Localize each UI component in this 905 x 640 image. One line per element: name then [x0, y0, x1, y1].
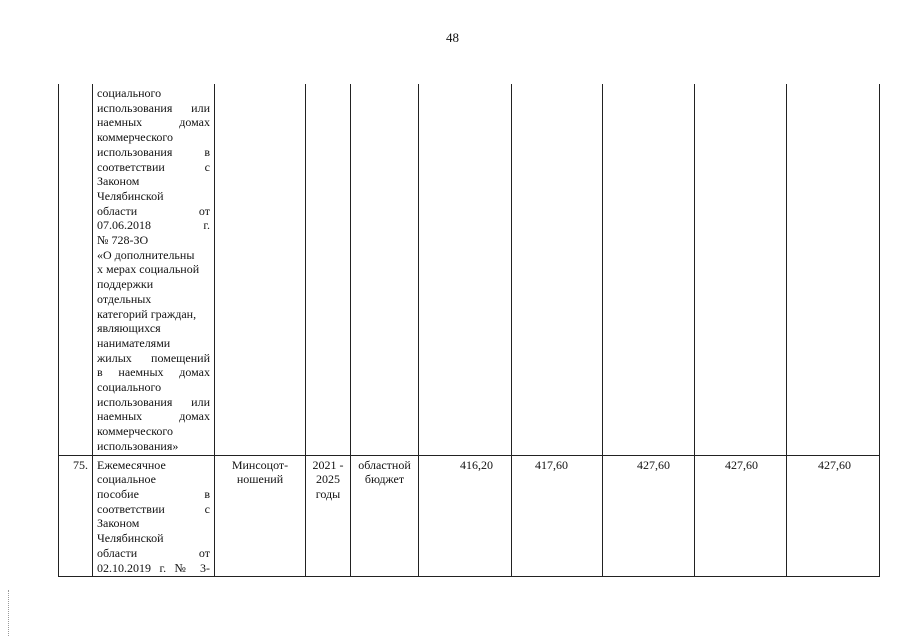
desc-line: х мерах социальной: [97, 262, 200, 277]
desc-line: соответствии с: [97, 159, 210, 174]
desc-line: в наемных домах: [97, 365, 210, 380]
cell-value-5: [787, 84, 880, 455]
desc-line: Челябинской: [97, 188, 164, 203]
source-line: областной: [358, 457, 411, 472]
desc-line: Челябинской: [97, 531, 164, 546]
page-number: 48: [446, 30, 459, 45]
cell-description: [93, 84, 215, 455]
desc-line: наемных домах: [97, 409, 210, 424]
cell-description: [93, 455, 215, 577]
table-row-continued: [59, 84, 880, 455]
cell-value-1: [419, 84, 512, 455]
desc-line: жилых помещений: [97, 350, 210, 365]
scan-artifact: [8, 590, 10, 636]
cell-source: [351, 84, 419, 455]
desc-line: коммерческого: [97, 130, 174, 145]
desc-line: области от: [97, 545, 210, 560]
cell-number: [59, 84, 93, 455]
desc-line: «О дополнительны: [97, 247, 195, 262]
cell-value-4: 427,60: [695, 455, 787, 577]
table-row-75: [59, 455, 880, 577]
cell-executor: [215, 84, 306, 455]
desc-line: использования»: [97, 438, 179, 453]
desc-line: отдельных: [97, 291, 152, 306]
desc-line: использования в: [97, 144, 210, 159]
desc-line: 07.06.2018 г.: [97, 218, 210, 233]
cell-value-5: 427,60: [787, 455, 880, 577]
cell-value-2: [512, 84, 603, 455]
desc-line: Законом: [97, 174, 140, 189]
desc-line: использования или: [97, 394, 210, 409]
executor-line: ношений: [236, 472, 284, 487]
desc-line: социального: [97, 86, 162, 100]
cell-value-2: 417,60: [512, 455, 603, 577]
cell-number: 75.: [59, 455, 93, 577]
desc-line: Ежемесячное: [97, 457, 166, 472]
desc-line: социальное: [97, 472, 156, 487]
desc-line: № 728-ЗО: [97, 233, 149, 248]
desc-line: 02.10.2019 г. № 3-: [97, 560, 210, 575]
desc-line: соответствии с: [97, 501, 210, 516]
period-line: 2021 -: [312, 457, 344, 472]
cell-source: [351, 455, 419, 577]
desc-line: Законом: [97, 516, 140, 531]
desc-line: поддержки: [97, 277, 154, 292]
cell-value-3: [603, 84, 695, 455]
desc-line: коммерческого: [97, 424, 174, 439]
desc-line: пособие в: [97, 486, 210, 501]
desc-line: нанимателями: [97, 335, 171, 350]
period-line: 2025: [316, 472, 340, 487]
period-line: годы: [315, 486, 341, 501]
cell-value-1: 416,20: [419, 455, 512, 577]
desc-line: социального: [97, 380, 162, 395]
cell-executor: [215, 455, 306, 577]
desc-line: являющихся: [97, 321, 161, 336]
desc-line: области от: [97, 203, 210, 218]
cell-period: [306, 455, 351, 577]
desc-line: наемных домах: [97, 115, 210, 130]
desc-line: категорий граждан,: [97, 306, 197, 321]
cell-value-3: 427,60: [603, 455, 695, 577]
source-line: бюджет: [364, 472, 405, 487]
executor-line: Минсоцот-: [231, 457, 289, 472]
program-table: [58, 84, 880, 577]
cell-period: [306, 84, 351, 455]
desc-line: использования или: [97, 100, 210, 115]
cell-value-4: [695, 84, 787, 455]
